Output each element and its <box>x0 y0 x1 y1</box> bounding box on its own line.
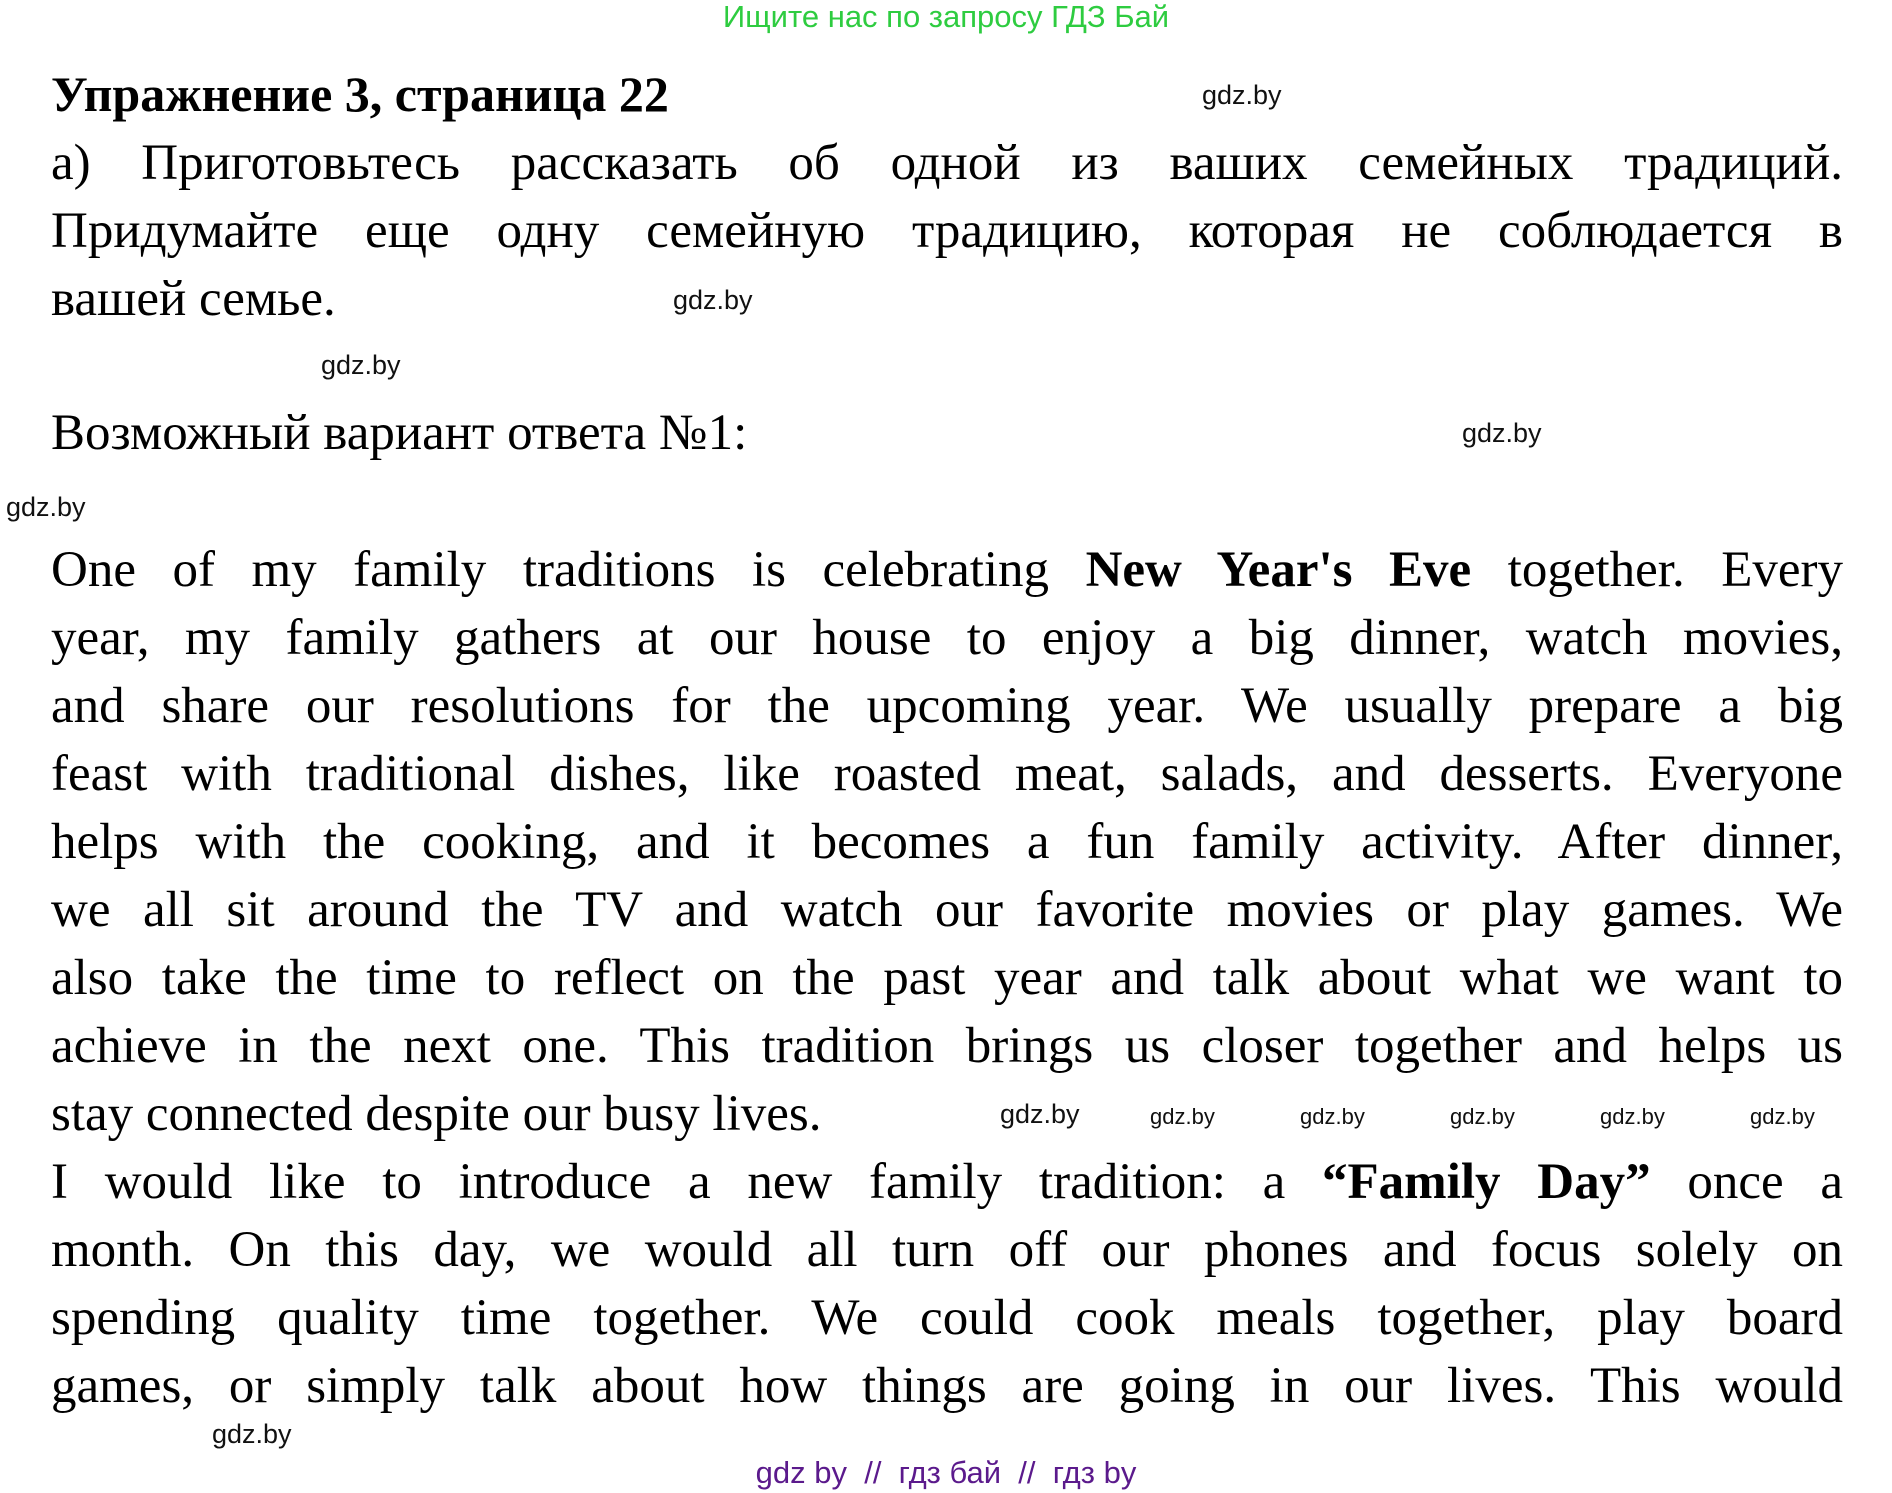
line-text: year, my family gathers at our house to enjoy a big dinner, watch movies, <box>51 610 1843 666</box>
line-text: and share our resolutions for the upcoming year. We usually prepare a big <box>51 678 1843 734</box>
line-content <box>51 1016 1843 1076</box>
answer-line <box>51 1152 1843 1212</box>
line-text: helps with the cooking, and it becomes a fun family activity. After dinner, <box>51 814 1843 870</box>
line-text: achieve in the next one. This tradition brings us closer together and helps us <box>51 1018 1843 1074</box>
answer-heading <box>51 403 1843 463</box>
line-content <box>51 1152 1843 1212</box>
line-text: games, or simply talk about how things are going in our lives. This would <box>51 1358 1843 1414</box>
watermark: gdz.by <box>1000 1099 1080 1129</box>
line-content <box>51 948 1843 1008</box>
watermark: gdz.by <box>1462 418 1542 448</box>
watermark: gdz.by <box>6 492 86 522</box>
line-text: we all sit around the TV and watch our favorite movies or play games. We <box>51 882 1843 938</box>
exercise-title: Упражнение 3, страница 22 <box>51 66 669 122</box>
line-content <box>51 880 1843 940</box>
watermark: gdz.by <box>1450 1104 1515 1129</box>
answer-line <box>51 676 1843 736</box>
line-text: а) Приготовьтесь рассказать об одной из ваших семейных традиций. <box>51 135 1843 191</box>
line-text: together. Every <box>1471 542 1843 598</box>
answer-line <box>51 1288 1843 1348</box>
line-content <box>51 812 1843 872</box>
line-text: Возможный вариант ответа №1: <box>51 405 748 461</box>
line-text: spending quality time together. We could cook meals together, play board <box>51 1290 1843 1346</box>
line-text: feast with traditional dishes, like roasted meat, salads, and desserts. Everyone <box>51 746 1843 802</box>
line-content <box>51 540 1843 600</box>
answer-line <box>51 1220 1843 1280</box>
watermark: gdz.by <box>1150 1104 1215 1129</box>
answer-line <box>51 948 1843 1008</box>
watermark: gdz.by <box>1600 1104 1665 1129</box>
task-line <box>51 133 1843 193</box>
watermark: gdz.by <box>1300 1104 1365 1129</box>
watermark: gdz.by <box>212 1419 292 1449</box>
watermark: gdz.by <box>1750 1104 1815 1129</box>
line-content <box>51 676 1843 736</box>
line-content <box>51 608 1843 668</box>
answer-line <box>51 1084 1843 1144</box>
line-text: I would like to introduce a new family tradition: a <box>51 1154 1323 1210</box>
line-text: Придумайте еще одну семейную традицию, которая не соблюдается в <box>51 203 1843 259</box>
emphasis-text: New Year's Eve <box>1085 542 1472 598</box>
line-text: month. On this day, we would all turn off our phones and focus solely on <box>51 1222 1843 1278</box>
answer-line <box>51 880 1843 940</box>
line-content <box>51 1356 1843 1416</box>
answer-line <box>51 1016 1843 1076</box>
line-text: stay connected despite our busy lives. <box>51 1086 822 1142</box>
line-content <box>51 1220 1843 1280</box>
line-content <box>51 744 1843 804</box>
line-text: One of my family traditions is celebrating <box>51 542 1086 598</box>
watermark: gdz.by <box>321 350 401 380</box>
search-banner[interactable]: Ищите нас по запросу ГДЗ Бай <box>722 0 1170 34</box>
answer-line <box>51 608 1843 668</box>
watermark: gdz.by <box>1202 80 1282 110</box>
line-text: once a <box>1650 1154 1843 1210</box>
task-line <box>51 201 1843 261</box>
answer-line <box>51 1356 1843 1416</box>
emphasis-text: “Family Day” <box>1322 1154 1651 1210</box>
line-text: also take the time to reflect on the past year and talk about what we want to <box>51 950 1843 1006</box>
task-line <box>51 269 1843 329</box>
line-text: вашей семье. <box>51 271 336 327</box>
watermark: gdz.by <box>673 285 753 315</box>
answer-line <box>51 812 1843 872</box>
answer-line <box>51 540 1843 600</box>
line-content <box>51 1288 1843 1348</box>
footer-links[interactable]: gdz by // гдз бай // гдз by <box>755 1455 1137 1490</box>
answer-line <box>51 744 1843 804</box>
line-content <box>51 1084 821 1144</box>
